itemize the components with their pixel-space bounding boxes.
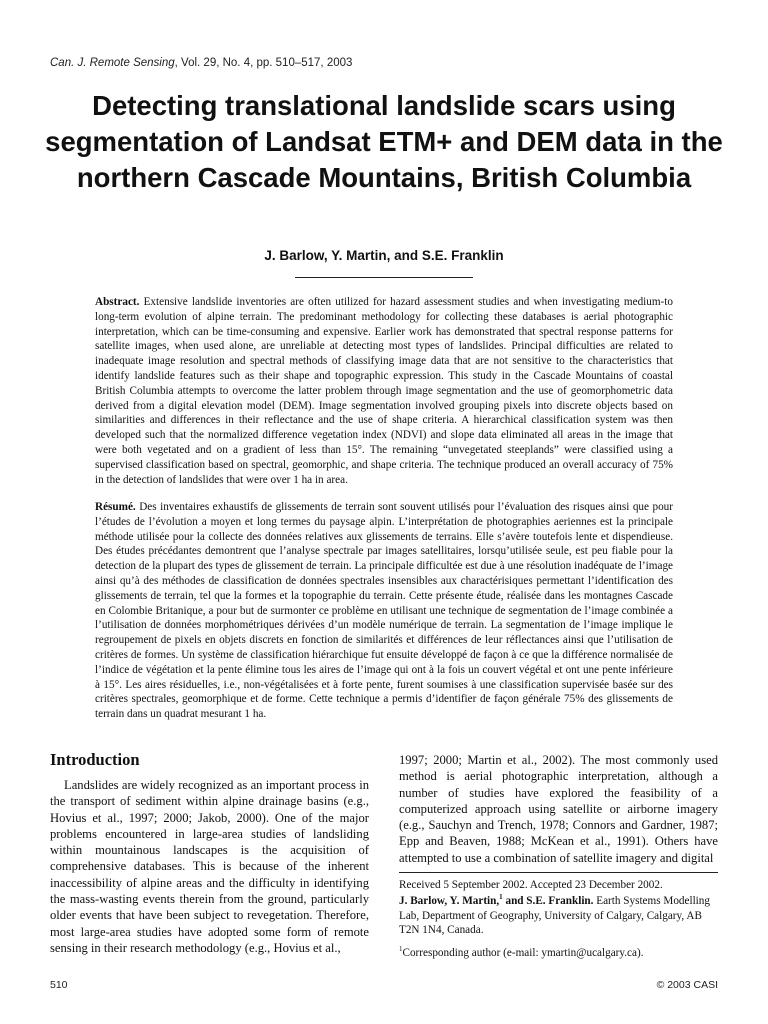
author-list: J. Barlow, Y. Martin, and S.E. Franklin xyxy=(264,248,504,263)
resume-label: Résumé. xyxy=(95,501,136,513)
title-divider xyxy=(295,277,473,278)
article-title: Detecting translational landslide scars using segmentation of Landsat ETM+ and DEM data in the northern Cascade Mountains, British Columbia xyxy=(45,90,723,193)
journal-name: Can. J. Remote Sensing xyxy=(50,57,175,69)
footnote-divider xyxy=(399,872,718,873)
corr-sup: 1 xyxy=(399,945,403,953)
journal-citation xyxy=(50,57,352,69)
affiliation-sup: 1 xyxy=(499,893,503,901)
received-note: Received 5 September 2002. Accepted 23 December 2002. xyxy=(399,879,663,891)
abstract-text: Extensive landslide inventories are often utilized for hazard assessment studies and when investigating medium-to long-term evolution of alpine terrain. The predominant methodology for collecting these databases is aerial photographic interpretation, which can be time-consuming and expensive. Earlier work has demonstrated that spectral response patterns for satellite images, when used alone, are unreliable at detecting most types of landslides. Principal difficulties are related to inadequate image resolution and spectral methods of classifying image data that are not sensitive to the characteristics that identify landslide features such as their shape and topographic expression. This study in the Cascade Mountains of coastal British Columbia attempts to overcome the latter problem through image segmentation and the use of geomorphometric data derived from a digital elevation model (DEM). Image segmentation involved grouping pixels into discrete objects based on similarities and differences in their reflectance and the use of shape criteria. A hierarchical classification system was then developed such that the normalized difference vegetation index (NDVI) and slope data eliminated all areas in the image that were both vegetated and on a gradient of less than 15°. The remaining “unvegetated steeplands” were classified using a supervised classification based on spectral, geomorphic, and shape criteria. The technique produced an overall accuracy of 75% in the detection of landslides that were over 1 ha in area. xyxy=(95,296,673,486)
introduction-column-2: 1997; 2000; Martin et al., 2002). The most commonly used method is aerial photographic interpretation, although a number of studies have explored the feasibility of a computerized approach using satellite or airborne imagery (e.g., Sauchyn and Trench, 1978; Connors and Gardner, 1987; Epp and Beaven, 1988; McKean et al., 1991). Others have attempted to use a combination of satellite imagery and digital xyxy=(399,753,718,865)
resume-text: Des inventaires exhaustifs de glissements de terrain sont souvent utilisés pour l’évaluation des risques ainsi que pour l’études de l’évolution a moyen et long termes du paysage alpin. L’interprétation de photographies aeriennes est la principale méthode utilisée pour la collecte des données relatives aux glissements de terrains. Elle s’avère toutefois lente et dispendieuse. Des études précédantes demontrent que l’analyse spectrale par images satellitaires, lorsqu’utilisée seule, est peu fiable pour la detection de la plupart des types de glissement de terrain. La principale difficultée est due à une résolution inadéquate de l’image ainsi qu’à des méthodes de classification de données spectrales insensibles aux charactérisiques permettant l’identification des glissements de terrain, tel que la formes et la topographie du terrain. Cette présente étude, réalisée dans les montagnes Cascade en Colombie Britanique, a pour but de surmonter ce problème en utilisant une technique de segmentation de l’image combinée a l’utilisation de données morphométriques dérivées d’un modèle numérique de terrain. La segmentation de l’image implique le regroupement de pixels en objets discrets en fonction de similarités et différences de leur réflectances ainsi que l’utilisation de critères de formes. Un système de classification hiérarchique fut ensuite développé de façon à ce que la différence normalisée de l’indice de végétation et la pente élimine tous les aires de l’image qui ont à la fois un couvert végétal et ont une pente inférieure à 15°. Les aires résiduelles, i.e., non-végétalisées et à forte pente, furent soumises à une classification supervisée basée sur des critères spectrales, geomorphique et de forme. Cette technique a permis d’identifier de façon générale 75% des glissements de terrain dans un quadrat mesurant 1 ha. xyxy=(95,501,673,721)
corresponding-author-note xyxy=(399,946,718,961)
affiliation-names: J. Barlow, Y. Martin,$^1$ and S.E. Franklin. xyxy=(399,893,594,907)
affiliation-note xyxy=(399,894,718,938)
resume xyxy=(95,500,673,722)
section-heading-introduction: Introduction xyxy=(50,750,140,769)
abstract xyxy=(95,295,673,487)
introduction-column-1: Landslides are widely recognized as an important process in the transport of sediment within alpine drainage basins (e.g., Hovius et al., 1997; 2000; Jakob, 2000). One of the major problems encountered in large-area studies of landsliding within mountainous landscapes is the acquisition of comprehensive databases. This is because of the inherent inaccessibility of alpine areas and the difficulty in identifying the mass-wasting events therein from the ground, particularly older events that have been subject to revegetation. Therefore, most large-area studies have adopted some form of remote sensing in their research methodology (e.g., Hovius et al., xyxy=(50,778,369,955)
corr-text: Corresponding author (e-mail: ymartin@ucalgary.ca). xyxy=(402,947,644,959)
journal-details: , Vol. 29, No. 4, pp. 510–517, 2003 xyxy=(174,57,353,69)
page-number: 510 xyxy=(50,979,68,991)
affiliation-text: Earth Systems Modelling Lab, Department of Geography, University of Calgary, Calgary, AB T2N 1N4, Canada. xyxy=(399,895,710,937)
abstract-label: Abstract. xyxy=(95,296,140,308)
copyright: © 2003 CASI xyxy=(656,979,718,991)
